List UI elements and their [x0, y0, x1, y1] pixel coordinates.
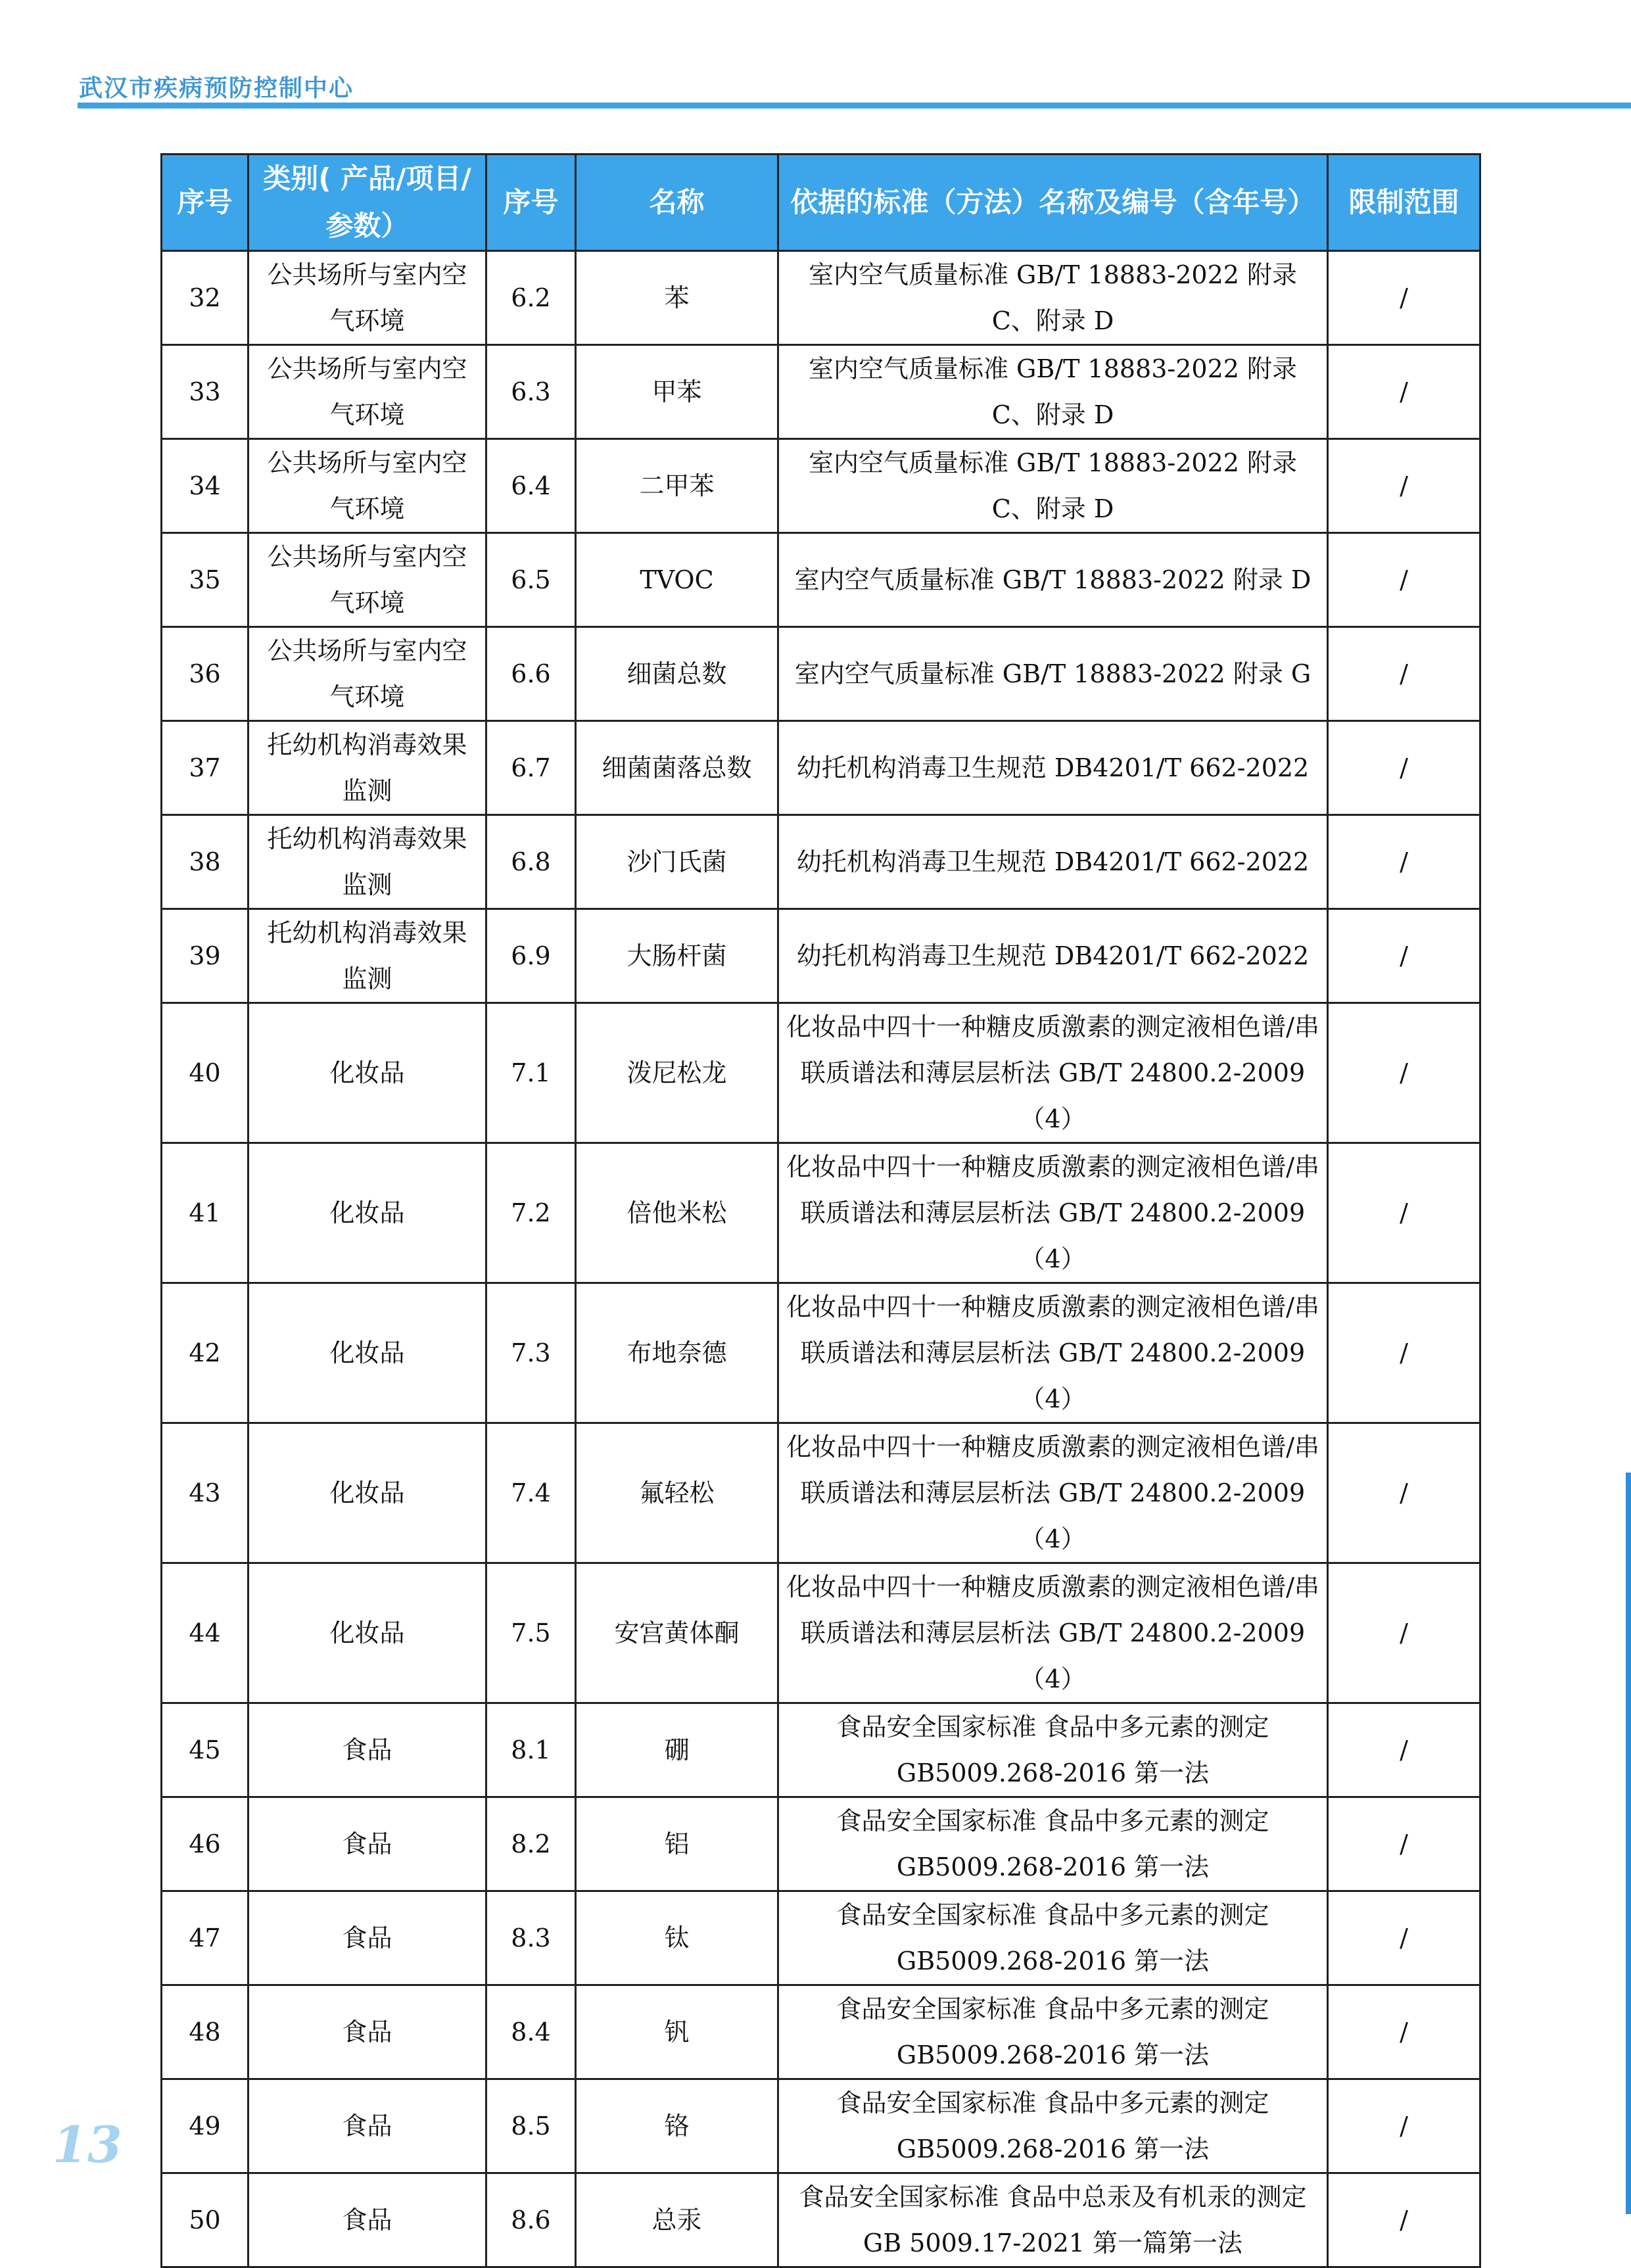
table-row — [162, 627, 1480, 721]
category-cell: 公共场所与室内空气环境 — [248, 627, 486, 721]
row-number-cell: 47 — [162, 1891, 248, 1985]
item-name-cell: 苯 — [576, 251, 778, 345]
item-number-cell: 8.5 — [486, 2079, 576, 2173]
category-cell: 化妆品 — [248, 1563, 486, 1703]
col-header-limit: 限制范围 — [1328, 154, 1480, 251]
standard-cell: 食品安全国家标准 食品中多元素的测定 GB5009.268-2016 第一法 — [778, 1985, 1328, 2079]
limit-cell: / — [1328, 1703, 1480, 1797]
row-number-cell: 33 — [162, 345, 248, 439]
limit-cell: / — [1328, 1891, 1480, 1985]
table-row — [162, 439, 1480, 533]
limit-cell: / — [1328, 2079, 1480, 2173]
standard-cell: 室内空气质量标准 GB/T 18883-2022 附录 D — [778, 533, 1328, 627]
category-cell: 食品 — [248, 2173, 486, 2267]
page-edge-marker — [1626, 1473, 1631, 2214]
item-number-cell: 6.7 — [486, 721, 576, 815]
row-number-cell: 35 — [162, 533, 248, 627]
row-number-cell: 50 — [162, 2173, 248, 2267]
item-number-cell: 6.2 — [486, 251, 576, 345]
table-row — [162, 533, 1480, 627]
limit-cell: / — [1328, 909, 1480, 1003]
page-number: 13 — [53, 2115, 122, 2174]
table-row — [162, 2173, 1480, 2267]
table-row — [162, 1143, 1480, 1283]
organization-name: 武汉市疾病预防控制中心 — [79, 75, 354, 102]
table-row — [162, 1985, 1480, 2079]
limit-cell: / — [1328, 721, 1480, 815]
standard-cell: 化妆品中四十一种糖皮质激素的测定液相色谱/串联质谱法和薄层层析法 GB/T 24800.2-2009 （4） — [778, 1143, 1328, 1283]
category-cell: 化妆品 — [248, 1143, 486, 1283]
table-row — [162, 815, 1480, 909]
standard-cell: 化妆品中四十一种糖皮质激素的测定液相色谱/串联质谱法和薄层层析法 GB/T 24800.2-2009 （4） — [778, 1283, 1328, 1423]
item-name-cell: 沙门氏菌 — [576, 815, 778, 909]
standard-cell: 幼托机构消毒卫生规范 DB4201/T 662-2022 — [778, 815, 1328, 909]
limit-cell: / — [1328, 2173, 1480, 2267]
col-header-sub-no: 序号 — [486, 154, 576, 251]
row-number-cell: 45 — [162, 1703, 248, 1797]
item-number-cell: 8.4 — [486, 1985, 576, 2079]
table-row — [162, 1891, 1480, 1985]
limit-cell: / — [1328, 1003, 1480, 1143]
limit-cell: / — [1328, 345, 1480, 439]
table-row — [162, 1423, 1480, 1563]
standard-cell: 室内空气质量标准 GB/T 18883-2022 附录 C、附录 D — [778, 251, 1328, 345]
table-row — [162, 1283, 1480, 1423]
row-number-cell: 34 — [162, 439, 248, 533]
row-number-cell: 44 — [162, 1563, 248, 1703]
category-cell: 托幼机构消毒效果监测 — [248, 909, 486, 1003]
standard-cell: 食品安全国家标准 食品中多元素的测定 GB5009.268-2016 第一法 — [778, 1891, 1328, 1985]
row-number-cell: 32 — [162, 251, 248, 345]
row-number-cell: 42 — [162, 1283, 248, 1423]
table-row — [162, 1003, 1480, 1143]
table-row — [162, 1703, 1480, 1797]
item-number-cell: 8.3 — [486, 1891, 576, 1985]
item-number-cell: 7.5 — [486, 1563, 576, 1703]
item-name-cell: 倍他米松 — [576, 1143, 778, 1283]
item-name-cell: 泼尼松龙 — [576, 1003, 778, 1143]
header-rule — [78, 103, 1631, 108]
table-row — [162, 1797, 1480, 1891]
item-name-cell: 钒 — [576, 1985, 778, 2079]
table-header-row — [162, 154, 1480, 251]
item-name-cell: TVOC — [576, 533, 778, 627]
limit-cell: / — [1328, 815, 1480, 909]
limit-cell: / — [1328, 627, 1480, 721]
table-row — [162, 1563, 1480, 1703]
category-cell: 化妆品 — [248, 1283, 486, 1423]
standard-cell: 室内空气质量标准 GB/T 18883-2022 附录 C、附录 D — [778, 439, 1328, 533]
table-row — [162, 345, 1480, 439]
category-cell: 托幼机构消毒效果监测 — [248, 721, 486, 815]
row-number-cell: 46 — [162, 1797, 248, 1891]
category-cell: 食品 — [248, 1703, 486, 1797]
standard-cell: 幼托机构消毒卫生规范 DB4201/T 662-2022 — [778, 721, 1328, 815]
category-cell: 托幼机构消毒效果监测 — [248, 815, 486, 909]
standard-cell: 室内空气质量标准 GB/T 18883-2022 附录 G — [778, 627, 1328, 721]
standard-cell: 室内空气质量标准 GB/T 18883-2022 附录 C、附录 D — [778, 345, 1328, 439]
item-name-cell: 细菌菌落总数 — [576, 721, 778, 815]
category-cell: 食品 — [248, 1891, 486, 1985]
item-number-cell: 8.2 — [486, 1797, 576, 1891]
category-cell: 食品 — [248, 1797, 486, 1891]
standard-cell: 化妆品中四十一种糖皮质激素的测定液相色谱/串联质谱法和薄层层析法 GB/T 24800.2-2009 （4） — [778, 1563, 1328, 1703]
category-cell: 公共场所与室内空气环境 — [248, 439, 486, 533]
item-number-cell: 7.1 — [486, 1003, 576, 1143]
limit-cell: / — [1328, 251, 1480, 345]
item-name-cell: 甲苯 — [576, 345, 778, 439]
item-number-cell: 8.1 — [486, 1703, 576, 1797]
standards-table — [160, 153, 1481, 2268]
category-cell: 化妆品 — [248, 1423, 486, 1563]
standard-cell: 化妆品中四十一种糖皮质激素的测定液相色谱/串联质谱法和薄层层析法 GB/T 24800.2-2009 （4） — [778, 1423, 1328, 1563]
standard-cell: 幼托机构消毒卫生规范 DB4201/T 662-2022 — [778, 909, 1328, 1003]
item-name-cell: 总汞 — [576, 2173, 778, 2267]
table-row — [162, 2079, 1480, 2173]
row-number-cell: 36 — [162, 627, 248, 721]
table-row — [162, 721, 1480, 815]
category-cell: 公共场所与室内空气环境 — [248, 345, 486, 439]
item-name-cell: 硼 — [576, 1703, 778, 1797]
item-name-cell: 氟轻松 — [576, 1423, 778, 1563]
item-name-cell: 安宫黄体酮 — [576, 1563, 778, 1703]
item-name-cell: 二甲苯 — [576, 439, 778, 533]
limit-cell: / — [1328, 1423, 1480, 1563]
item-number-cell: 6.9 — [486, 909, 576, 1003]
row-number-cell: 39 — [162, 909, 248, 1003]
row-number-cell: 41 — [162, 1143, 248, 1283]
item-name-cell: 铬 — [576, 2079, 778, 2173]
limit-cell: / — [1328, 439, 1480, 533]
standard-cell: 食品安全国家标准 食品中总汞及有机汞的测定 GB 5009.17-2021 第一篇第一法 — [778, 2173, 1328, 2267]
category-cell: 公共场所与室内空气环境 — [248, 251, 486, 345]
limit-cell: / — [1328, 1985, 1480, 2079]
item-number-cell: 7.3 — [486, 1283, 576, 1423]
limit-cell: / — [1328, 1283, 1480, 1423]
limit-cell: / — [1328, 1143, 1480, 1283]
standard-cell: 食品安全国家标准 食品中多元素的测定 GB5009.268-2016 第一法 — [778, 1703, 1328, 1797]
row-number-cell: 40 — [162, 1003, 248, 1143]
limit-cell: / — [1328, 533, 1480, 627]
category-cell: 食品 — [248, 2079, 486, 2173]
item-number-cell: 6.8 — [486, 815, 576, 909]
col-header-no: 序号 — [162, 154, 248, 251]
item-name-cell: 布地奈德 — [576, 1283, 778, 1423]
item-name-cell: 大肠杆菌 — [576, 909, 778, 1003]
limit-cell: / — [1328, 1563, 1480, 1703]
item-name-cell: 铝 — [576, 1797, 778, 1891]
row-number-cell: 37 — [162, 721, 248, 815]
standard-cell: 食品安全国家标准 食品中多元素的测定 GB5009.268-2016 第一法 — [778, 2079, 1328, 2173]
col-header-name: 名称 — [576, 154, 778, 251]
item-name-cell: 钛 — [576, 1891, 778, 1985]
row-number-cell: 48 — [162, 1985, 248, 2079]
row-number-cell: 38 — [162, 815, 248, 909]
item-number-cell: 6.4 — [486, 439, 576, 533]
item-number-cell: 7.4 — [486, 1423, 576, 1563]
table-row — [162, 909, 1480, 1003]
standard-cell: 食品安全国家标准 食品中多元素的测定 GB5009.268-2016 第一法 — [778, 1797, 1328, 1891]
row-number-cell: 49 — [162, 2079, 248, 2173]
table-row — [162, 251, 1480, 345]
limit-cell: / — [1328, 1797, 1480, 1891]
table-body — [162, 251, 1480, 2267]
item-name-cell: 细菌总数 — [576, 627, 778, 721]
item-number-cell: 6.3 — [486, 345, 576, 439]
item-number-cell: 8.6 — [486, 2173, 576, 2267]
category-cell: 化妆品 — [248, 1003, 486, 1143]
col-header-standard: 依据的标准（方法）名称及编号（含年号） — [778, 154, 1328, 251]
row-number-cell: 43 — [162, 1423, 248, 1563]
item-number-cell: 7.2 — [486, 1143, 576, 1283]
standard-cell: 化妆品中四十一种糖皮质激素的测定液相色谱/串联质谱法和薄层层析法 GB/T 24800.2-2009 （4） — [778, 1003, 1328, 1143]
category-cell: 食品 — [248, 1985, 486, 2079]
col-header-category: 类别( 产品/项目/参数） — [248, 154, 486, 251]
item-number-cell: 6.5 — [486, 533, 576, 627]
item-number-cell: 6.6 — [486, 627, 576, 721]
category-cell: 公共场所与室内空气环境 — [248, 533, 486, 627]
